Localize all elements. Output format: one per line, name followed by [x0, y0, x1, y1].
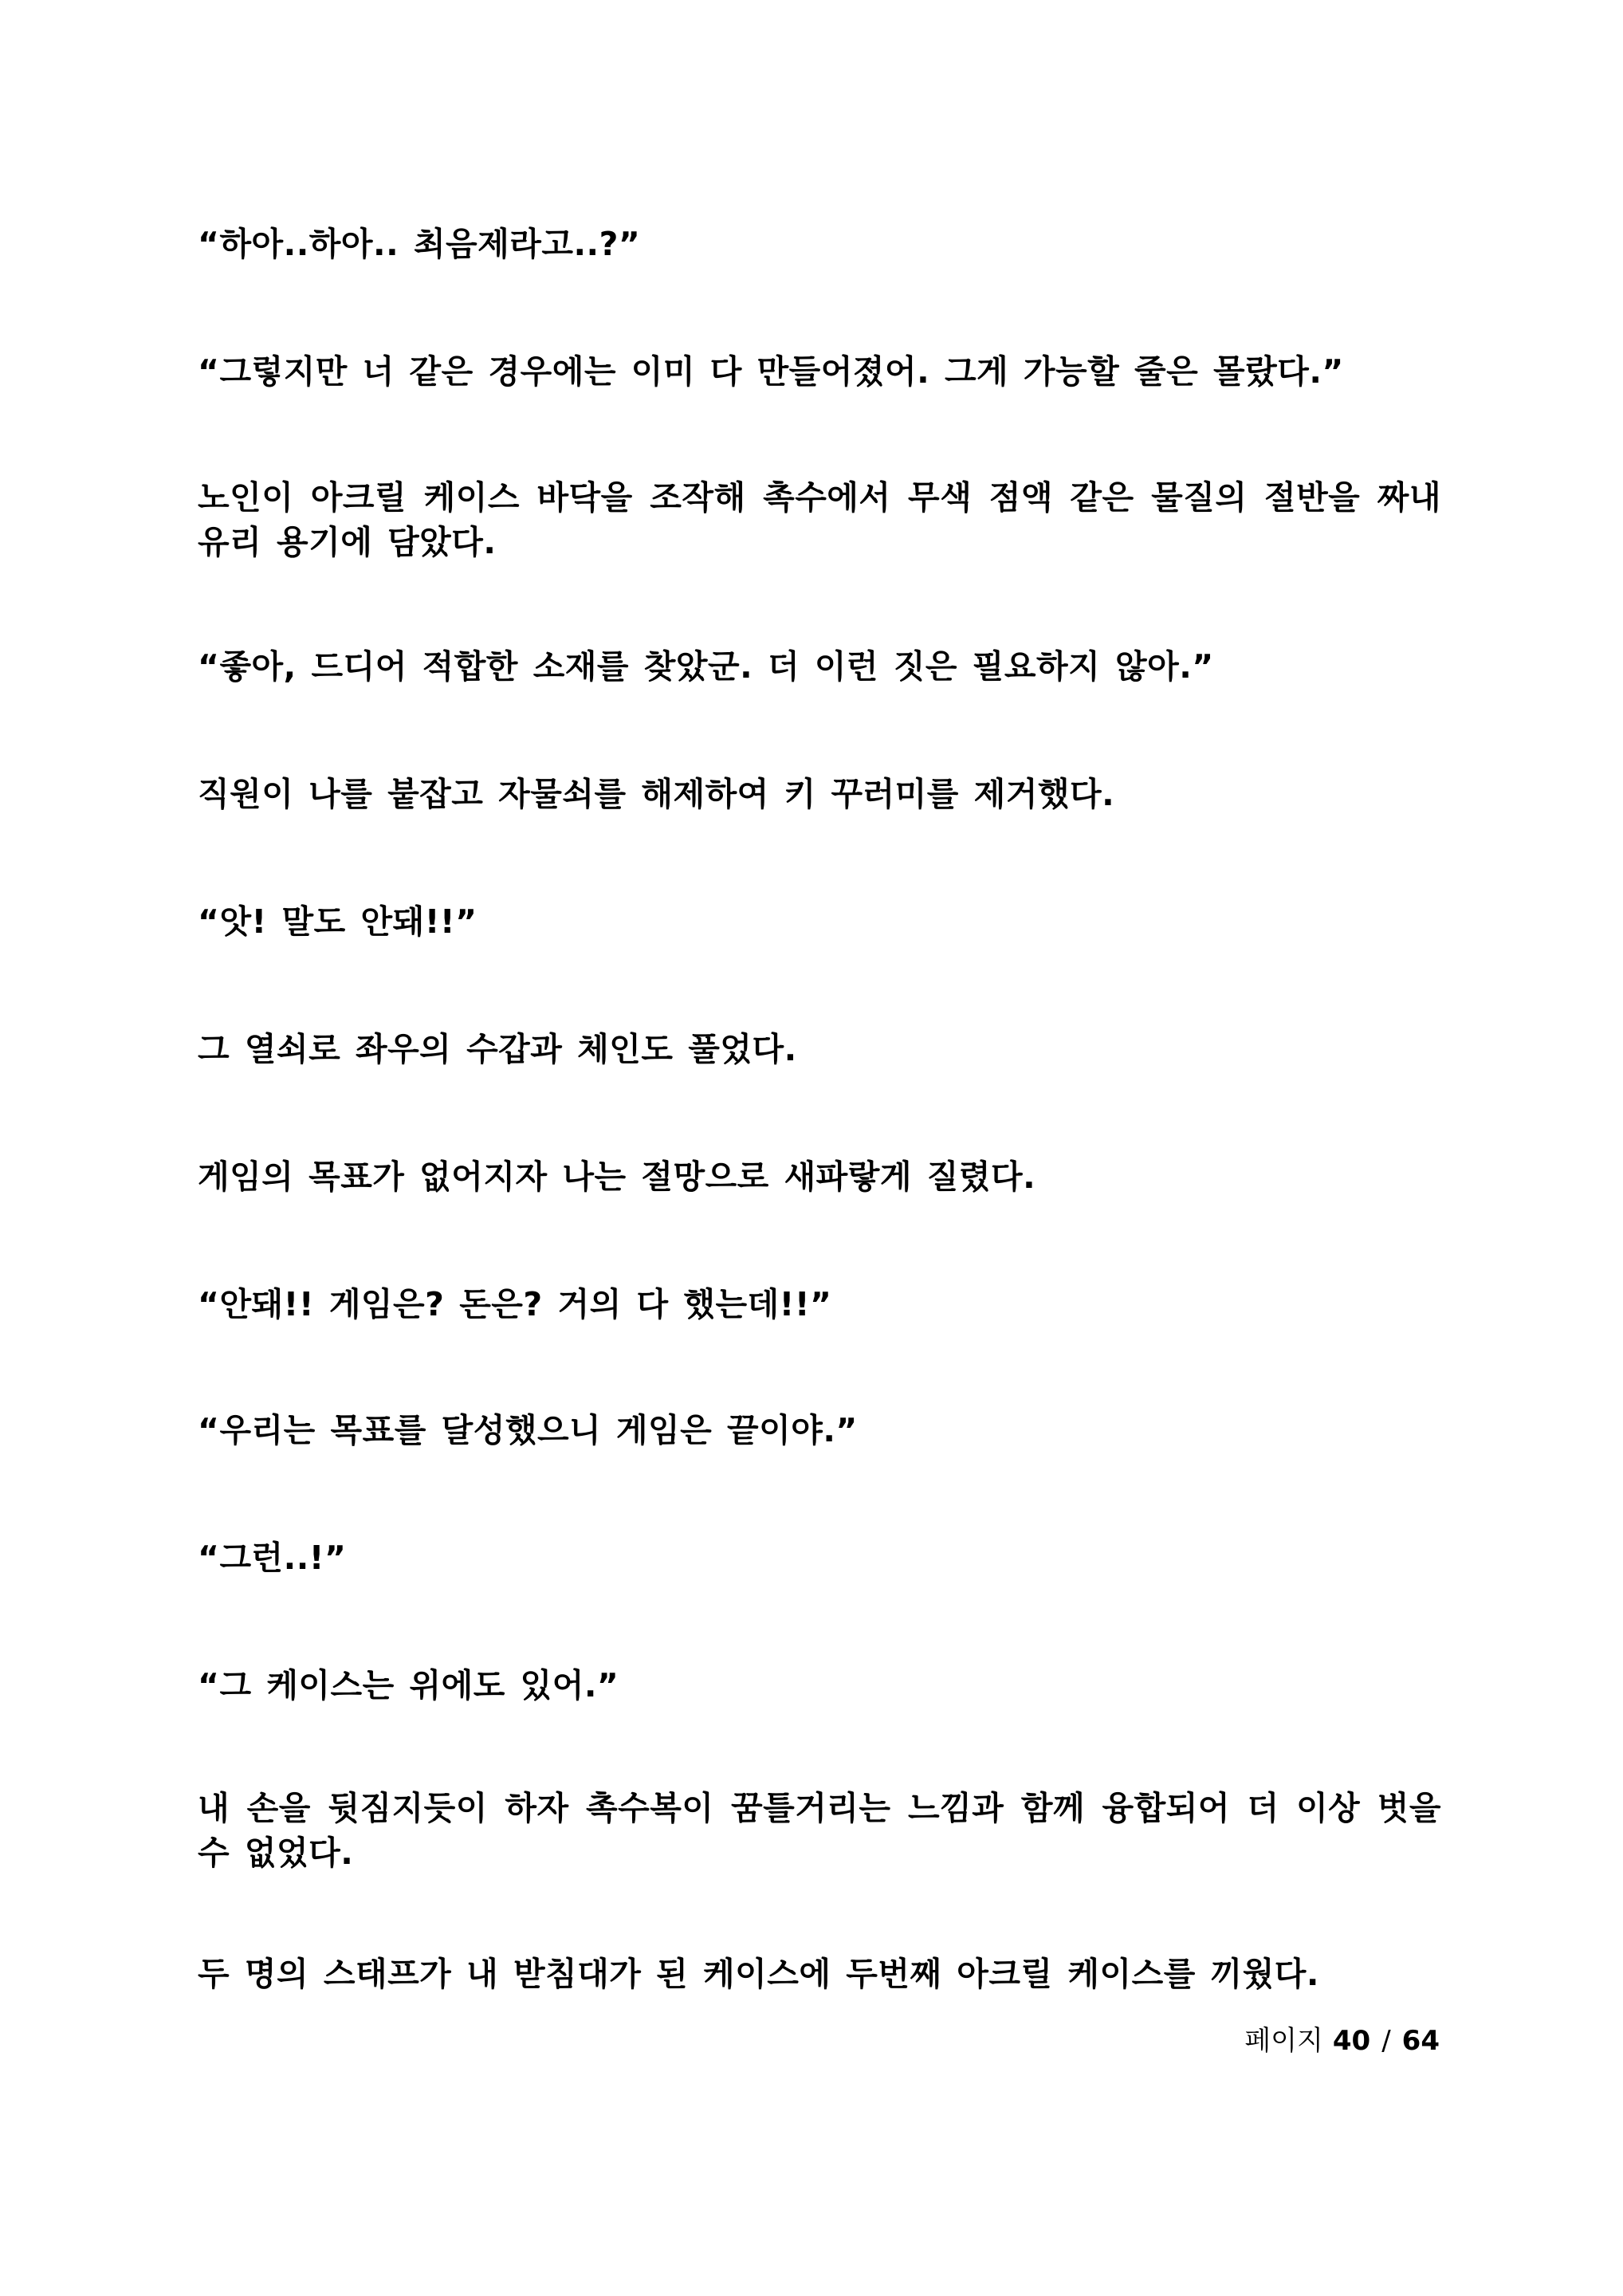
- paragraph-10: “우리는 목표를 달성했으니 게임은 끝이야.”: [198, 1411, 858, 1449]
- paragraph-1: “하아..하아.. 최음제라고..?”: [198, 225, 641, 263]
- paragraph-6: “앗! 말도 안돼!!”: [198, 902, 477, 941]
- paragraph-5: 직원이 나를 붙잡고 자물쇠를 해제하여 키 꾸러미를 제거했다.: [198, 775, 1115, 813]
- page-label: 페이지: [1244, 2025, 1323, 2057]
- paragraph-9: “안돼!! 게임은? 돈은? 거의 다 했는데!!”: [198, 1285, 832, 1323]
- paragraph-3: 노인이 아크릴 케이스 바닥을 조작해 촉수에서 무색 점액 같은 물질의 절반을 짜내 유리 용기에 담았다.: [198, 478, 1441, 561]
- paragraph-4: “좋아, 드디어 적합한 소재를 찾았군. 더 이런 짓은 필요하지 않아.”: [198, 647, 1214, 686]
- paragraph-2: “그렇지만 너 같은 경우에는 이미 다 만들어졌어. 그게 가능할 줄은 몰랐다.”: [198, 352, 1344, 391]
- paragraph-14: 두 명의 스태프가 내 받침대가 된 케이스에 두번째 아크릴 케이스를 끼웠다.: [198, 1955, 1319, 1993]
- page-number-footer: [1244, 2022, 1440, 2060]
- current-page-number: 40: [1332, 2025, 1371, 2057]
- paragraph-12: “그 케이스는 위에도 있어.”: [198, 1666, 619, 1704]
- paragraph-11: “그런..!”: [198, 1539, 347, 1577]
- paragraph-8: 게임의 목표가 없어지자 나는 절망으로 새파랗게 질렸다.: [198, 1158, 1036, 1196]
- paragraph-13: 내 손을 뒷짐지듯이 하자 촉수복이 꿈틀거리는 느낌과 함께 융합되어 더 이상 벗을 수 없었다.: [198, 1789, 1441, 1872]
- total-page-count: 64: [1401, 2025, 1440, 2057]
- paragraph-7: 그 열쇠로 좌우의 수갑과 체인도 풀었다.: [198, 1030, 797, 1068]
- page-separator: /: [1381, 2025, 1391, 2057]
